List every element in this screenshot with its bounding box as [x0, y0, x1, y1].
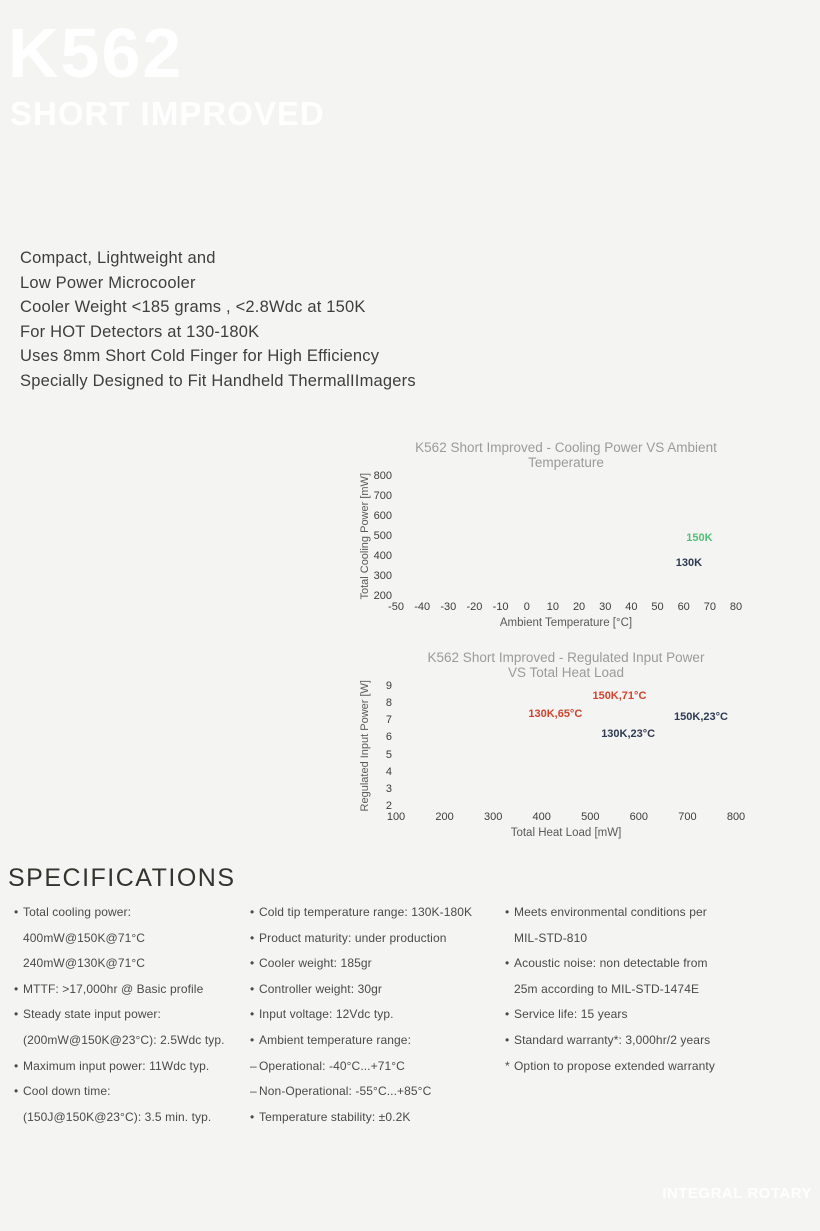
y-tick: 5 [385, 748, 392, 761]
spec-item-text: Service life: 15 years [514, 1007, 628, 1022]
spec-item-text: (150J@150K@23°C): 3.5 min. typ. [23, 1109, 212, 1124]
y-tick: 500 [373, 530, 392, 542]
x-axis-label: Total Heat Load [mW] [510, 827, 622, 839]
spec-item-text: Ambient temperature range: [259, 1032, 412, 1047]
spec-item [250, 1033, 499, 1059]
spec-item-text: Cool down time: [23, 1084, 111, 1099]
spec-item-marker: • [250, 1109, 255, 1124]
x-tick: -30 [440, 601, 457, 613]
x-axis-ticks [388, 601, 743, 615]
y-tick: 800 [373, 470, 392, 482]
spec-item-text: Input voltage: 12Vdc typ. [259, 1007, 394, 1022]
spec-item-marker: • [250, 981, 255, 996]
chart-title-line: K562 Short Improved - Cooling Power VS Ambient [415, 440, 717, 455]
spec-item [14, 931, 244, 957]
spec-item-marker: • [250, 930, 255, 945]
x-tick: -10 [492, 601, 509, 613]
x-tick: -40 [414, 601, 431, 613]
spec-column [499, 905, 812, 1135]
spec-column [8, 905, 244, 1135]
x-tick: 600 [629, 811, 649, 823]
intro-line: Uses 8mm Short Cold Finger for High Efficiency [20, 347, 380, 365]
y-tick: 6 [385, 731, 392, 744]
spec-item [250, 931, 499, 957]
spec-item [250, 1007, 499, 1033]
chart-title-line: Temperature [528, 454, 604, 470]
x-tick: 20 [572, 601, 586, 613]
y-tick: 600 [373, 510, 392, 522]
series-label: 150K [686, 532, 713, 545]
x-tick: 50 [651, 601, 664, 613]
chart-input-power-vs-heat-load [338, 644, 762, 850]
spec-item [250, 905, 499, 931]
spec-item [14, 1059, 244, 1085]
spec-item-marker: • [250, 1032, 255, 1047]
spec-item-marker: • [250, 1007, 255, 1022]
spec-item [505, 1033, 812, 1059]
specifications-heading: SPECIFICATIONS [8, 864, 236, 892]
spec-item-text: Temperature stability: ±0.2K [259, 1109, 411, 1124]
spec-item [250, 1059, 499, 1085]
spec-item [14, 905, 244, 931]
plot-area [396, 477, 736, 595]
x-axis-ticks [386, 811, 746, 825]
x-tick: 70 [703, 601, 716, 613]
x-tick: 800 [726, 811, 746, 823]
y-axis-label: Total Cooling Power [mW] [359, 472, 371, 600]
spec-item-text: Cold tip temperature range: 130K-180K [259, 905, 473, 919]
chart-title [386, 441, 746, 470]
spec-item [505, 982, 812, 1008]
spec-item-marker: • [505, 1007, 510, 1022]
spec-item [14, 1007, 244, 1033]
y-tick: 8 [385, 697, 392, 710]
x-tick: -50 [388, 601, 404, 613]
spec-item [14, 982, 244, 1008]
spec-item-marker: – [250, 1058, 257, 1073]
spec-item-marker: • [14, 1058, 19, 1073]
intro-text [20, 246, 416, 393]
spec-item [14, 1084, 244, 1110]
x-tick: 200 [435, 811, 454, 823]
product-title: K562 [8, 14, 184, 92]
spec-item-text: (200mW@150K@23°C): 2.5Wdc typ. [23, 1032, 225, 1047]
x-tick: 300 [483, 811, 503, 823]
spec-item-marker: • [505, 956, 510, 971]
x-tick: 400 [532, 811, 551, 823]
series-label: 130K,23°C [601, 728, 656, 741]
spec-item-text: Steady state input power: [23, 1007, 161, 1022]
chart-cooling-power-vs-ambient [338, 434, 762, 640]
series-label: 150K,71°C [592, 690, 647, 703]
intro-line: Compact, Lightweight and [20, 249, 216, 267]
spec-item-marker: • [250, 956, 255, 971]
spec-item-text: 240mW@130K@71°C [23, 956, 146, 971]
x-tick: 30 [599, 601, 612, 613]
spec-item-marker: • [14, 1084, 19, 1099]
intro-line: Cooler Weight <185 grams , <2.8Wdc at 150K [20, 298, 366, 316]
x-tick: 10 [546, 601, 560, 613]
y-tick: 300 [373, 570, 392, 582]
spec-item-text: Operational: -40°C...+71°C [259, 1058, 405, 1073]
x-tick: 60 [677, 601, 690, 613]
y-tick: 9 [385, 680, 392, 692]
spec-item-marker: * [505, 1058, 510, 1073]
spec-item-text: 25m according to MIL-STD-1474E [514, 981, 700, 996]
spec-item-text: Maximum input power: 11Wdc typ. [23, 1058, 210, 1073]
spec-item-text: MTTF: >17,000hr @ Basic profile [23, 981, 204, 996]
spec-item [250, 1110, 499, 1136]
spec-item-marker: – [250, 1084, 257, 1099]
chart-title [386, 651, 746, 680]
spec-item-text: 400mW@150K@71°C [23, 930, 146, 945]
series-label: 130K,65°C [528, 707, 583, 720]
product-subtitle: SHORT IMPROVED [10, 95, 325, 132]
spec-item [505, 931, 812, 957]
y-axis-ticks [338, 680, 392, 812]
spec-item-text: Total cooling power: [23, 905, 132, 919]
spec-column [244, 905, 499, 1135]
spec-item-text: Option to propose extended warranty [514, 1058, 715, 1073]
spec-item-text: Non-Operational: -55°C...+85°C [259, 1084, 432, 1099]
spec-item-text: Standard warranty*: 3,000hr/2 years [514, 1032, 711, 1047]
x-axis-label: Ambient Temperature [°C] [499, 617, 633, 629]
spec-item-text: Cooler weight: 185gr [259, 956, 372, 971]
spec-item [14, 1110, 244, 1136]
spec-item-marker: • [14, 1007, 19, 1022]
y-tick: 3 [385, 782, 392, 795]
spec-item-text: Product maturity: under production [259, 930, 447, 945]
x-tick: -20 [466, 601, 483, 613]
spec-item-marker: • [14, 981, 19, 996]
spec-item-text: Acoustic noise: non detectable from [514, 956, 708, 971]
spec-item [14, 956, 244, 982]
footer-brand: INTEGRAL ROTARY [662, 1185, 812, 1202]
specifications-grid [8, 905, 812, 1135]
y-tick: 2 [385, 799, 392, 812]
spec-item [505, 1059, 812, 1085]
y-axis-label: Regulated Input Power [W] [359, 680, 371, 812]
spec-item [505, 956, 812, 982]
x-tick: 100 [386, 811, 406, 823]
spec-item-marker: • [250, 905, 255, 919]
x-tick: 700 [678, 811, 697, 823]
chart-title-line: K562 Short Improved - Regulated Input Power [427, 650, 705, 665]
y-axis-ticks [338, 470, 392, 602]
spec-item-text: Controller weight: 30gr [259, 981, 383, 996]
spec-item-marker: • [505, 905, 510, 919]
x-tick: 80 [729, 601, 743, 613]
x-tick: 500 [581, 811, 600, 823]
spec-item-text: Meets environmental conditions per [514, 905, 707, 919]
series-label: 130K [675, 557, 703, 570]
spec-item [250, 956, 499, 982]
spec-item [505, 905, 812, 931]
x-tick: 40 [625, 601, 638, 613]
spec-item-marker: • [505, 1032, 510, 1047]
x-tick: 0 [523, 601, 530, 613]
spec-item [250, 982, 499, 1008]
intro-line: For HOT Detectors at 130-180K [20, 322, 260, 341]
intro-line: Low Power Microcooler [20, 273, 196, 292]
intro-line: Specially Designed to Fit Handheld ThermalIImagers [20, 371, 416, 390]
y-tick: 7 [385, 714, 392, 727]
y-tick: 400 [373, 550, 392, 562]
y-tick: 200 [373, 590, 392, 602]
y-tick: 700 [373, 490, 392, 502]
plot-area [396, 687, 736, 805]
series-label: 150K,23°C [674, 711, 728, 724]
spec-item-text: MIL-STD-810 [514, 930, 588, 945]
chart-title-line: VS Total Heat Load [507, 664, 625, 680]
y-tick: 4 [385, 765, 392, 778]
spec-item [505, 1007, 812, 1033]
spec-item [14, 1033, 244, 1059]
spec-item-marker: • [14, 905, 19, 919]
spec-item [250, 1084, 499, 1110]
